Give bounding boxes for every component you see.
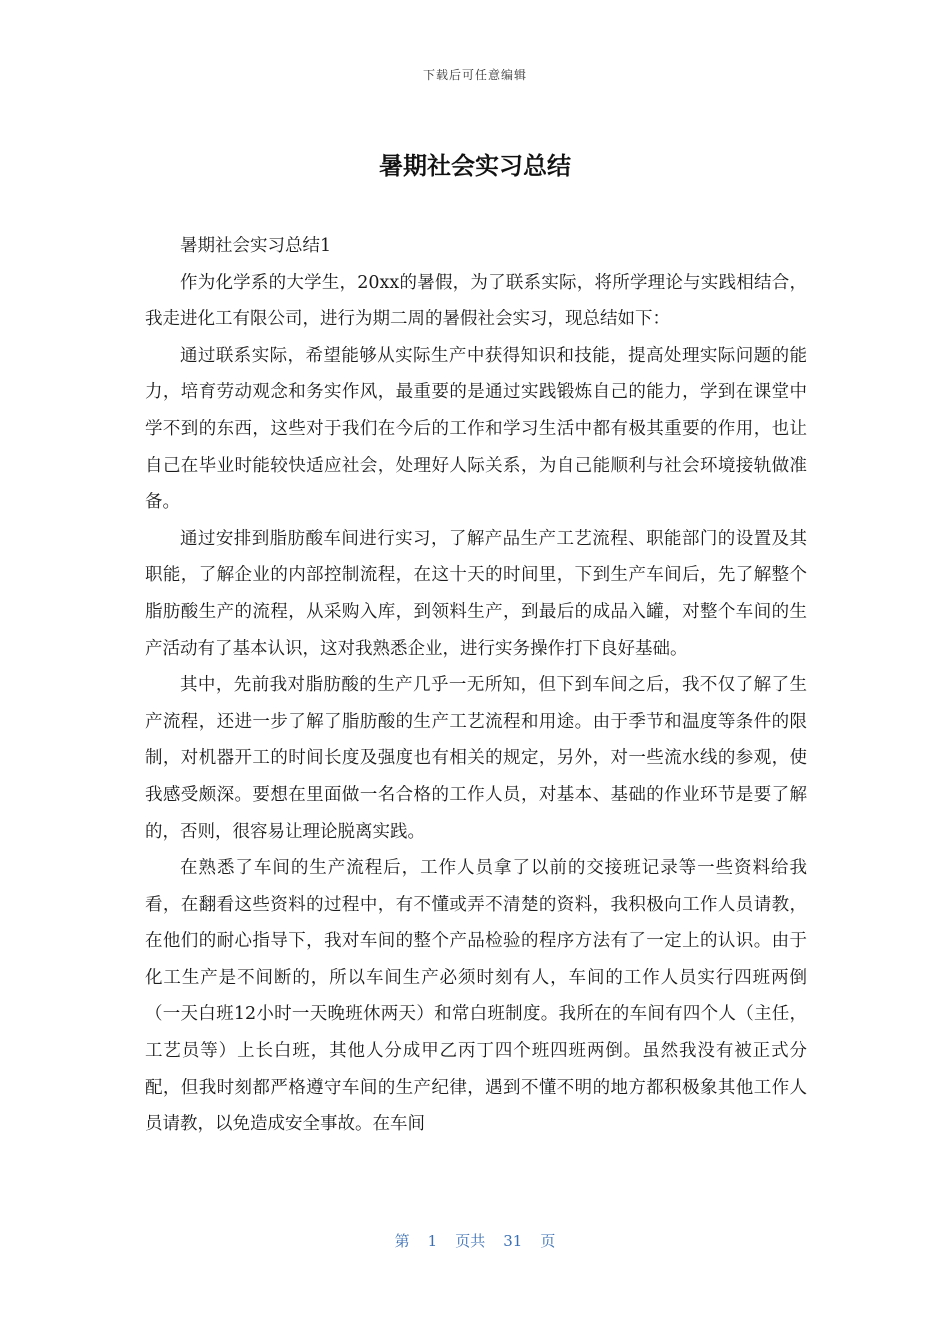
section-heading: 暑期社会实习总结1 [180,236,332,256]
body-paragraph: 在熟悉了车间的生产流程后，工作人员拿了以前的交接班记录等一些资料给我看，在翻看这些资料的过程中，有不懂或弄不清楚的资料，我积极向工作人员请教，在他们的耐心指导下，我对车间的整个产品检验的程序方法有了一定上的认识。由于化工生产是不间断的，所以车间生产必须时刻有人，车间的工作人员实行四班两倒（一天白班12小时一天晚班休两天）和常白班制度。我所在的车间有四个人（主任，工艺员等）上长白班，其他人分成甲乙丙丁四个班四班两倒。虽然我没有被正式分配，但我时刻都严格遵守车间的生产纪律，遇到不懂不明的地方都积极象其他工作人员请教，以免造成安全事故。在车间 [145,858,807,1135]
document-body [145,228,807,1143]
page-total: 31 [503,1232,523,1250]
page-number: 1 [427,1232,438,1250]
body-paragraph: 通过安排到脂肪酸车间进行实习，了解产品生产工艺流程、职能部门的设置及其职能，了解企业的内部控制流程，在这十天的时间里，下到生产车间后，先了解整个脂肪酸生产的流程，从采购入库，到领料生产，到最后的成品入罐，对整个车间的生产活动有了基本认识，这对我熟悉企业，进行实务操作打下良好基础。 [145,528,807,659]
page-suffix: 页 [540,1232,556,1250]
header-note: 下载后可任意编辑 [422,68,527,82]
body-paragraph: 通过联系实际，希望能够从实际生产中获得知识和技能，提高处理实际问题的能力，培育劳动观念和务实作风，最重要的是通过实践锻炼自己的能力，学到在课堂中学不到的东西，这些对于我们在今后的工作和学习生活中都有极其重要的作用，也让自己在毕业时能较快适应社会，处理好人际关系，为自己能顺利与社会环境接轨做准备。 [145,345,807,513]
body-paragraph: 作为化学系的大学生，20xx的暑假，为了联系实际，将所学理论与实践相结合，我走进化工有限公司，进行为期二周的暑假社会实习，现总结如下： [145,272,807,330]
page-prefix: 第 [394,1232,410,1250]
document-title: 暑期社会实习总结 [379,152,571,180]
page-middle: 页共 [455,1232,486,1250]
body-paragraph: 其中，先前我对脂肪酸的生产几乎一无所知，但下到车间之后，我不仅了解了生产流程，还进一步了解了脂肪酸的生产工艺流程和用途。由于季节和温度等条件的限制，对机器开工的时间长度及强度也有相关的规定，另外，对一些流水线的参观，使我感受颇深。要想在里面做一名合格的工作人员，对基本、基础的作业环节是要了解的，否则，很容易让理论脱离实践。 [145,675,807,842]
page-footer [0,1230,950,1251]
